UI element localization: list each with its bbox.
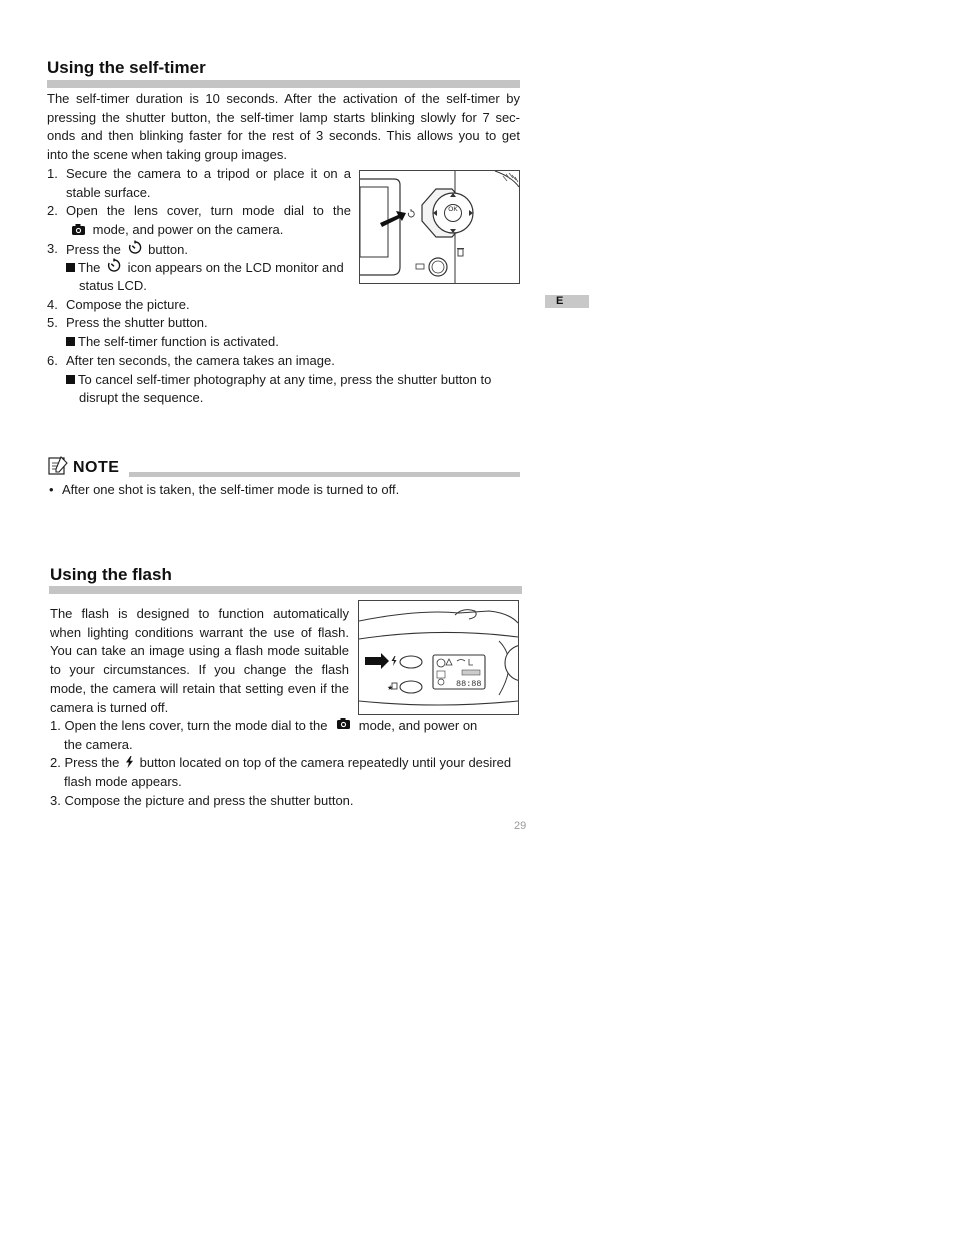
flash-step-1-b: mode, and power on <box>358 718 478 733</box>
self-timer-figure <box>359 170 520 284</box>
flash-icon <box>392 656 397 666</box>
flash-figure <box>358 600 519 715</box>
flash-heading-rule <box>49 586 522 594</box>
step-3-number: 3. <box>47 241 58 256</box>
flash-step-3: 3. Compose the picture and press the shutter button. <box>50 793 354 808</box>
intro-line: onds and then blinking faster for the rest of 3 seconds. This allows you to get <box>47 128 520 144</box>
language-tab: E <box>545 295 589 308</box>
step-1-text-b: stable surface. <box>66 185 151 200</box>
self-timer-heading-rule <box>47 80 520 88</box>
flash-intro <box>50 605 349 717</box>
step-3-bullet-c: status LCD. <box>79 278 147 293</box>
self-timer-intro <box>47 90 520 165</box>
note-icon <box>47 455 69 476</box>
note-label: NOTE <box>73 459 120 476</box>
intro-line: mode, the camera will retain that setting even if the <box>50 680 349 696</box>
page-number: 29 <box>514 820 527 832</box>
intro-line: into the scene when taking group images. <box>47 147 287 163</box>
step-6-bullet-b: disrupt the sequence. <box>79 390 204 405</box>
square-bullet-icon <box>66 337 75 346</box>
step-3-bullet-b: icon appears on the LCD monitor and <box>127 260 344 275</box>
note-text: After one shot is taken, the self-timer mode is turned to off. <box>62 482 400 497</box>
step-3-text-a: Press the <box>66 242 121 257</box>
camera-mode-icon <box>337 718 350 729</box>
flash-step-1-a: 1. Open the lens cover, turn the mode dial to the <box>50 718 328 733</box>
camera-back-illustration <box>360 171 519 283</box>
flash-step-1-line <box>50 717 477 736</box>
step-3-bullet-a: The <box>78 260 101 275</box>
intro-line: pressing the shutter button, the self-timer lamp starts blinking slowly for 7 sec- <box>47 109 520 125</box>
flash-step-2-line <box>50 754 511 773</box>
note-rule <box>129 472 520 477</box>
arrow-pointer-icon <box>365 653 389 669</box>
flash-step-2-a: 2. Press the <box>50 755 120 770</box>
intro-line: You can take an image using a flash mode suitable <box>50 643 349 659</box>
step-3-bullet-line <box>66 258 344 278</box>
intro-line: when lighting conditions warrant the use of flash. <box>50 624 349 640</box>
ok-button-icon: OK <box>448 206 458 213</box>
step-3-text-line <box>66 240 188 260</box>
step-6-bullet-a: To cancel self-timer photography at any time, press the shutter button to <box>78 372 492 387</box>
step-2-text-b: mode, and power on the camera. <box>92 222 284 237</box>
square-bullet-icon <box>66 375 75 384</box>
self-timer-icon <box>408 209 414 217</box>
step-3-text-b: button. <box>148 242 188 257</box>
intro-line: to your circumstances. If you change the flash <box>50 662 349 678</box>
step-5-number: 5. <box>47 315 58 330</box>
step-4-text: Compose the picture. <box>66 297 190 312</box>
intro-line: The self-timer duration is 10 seconds. After the activation of the self-timer by <box>47 91 520 106</box>
self-timer-icon <box>107 258 121 273</box>
step-2-number: 2. <box>47 203 58 218</box>
flash-step-1-c: the camera. <box>64 737 133 752</box>
flash-heading: Using the flash <box>50 565 172 584</box>
square-bullet-icon <box>66 263 75 272</box>
step-2-text-b-line <box>72 221 283 240</box>
camera-top-illustration <box>359 601 518 714</box>
intro-line: The flash is designed to function automatically <box>50 606 349 621</box>
step-4-number: 4. <box>47 297 58 312</box>
star-mode-icon: ★ <box>387 685 394 692</box>
flash-step-2-b: button located on top of the camera repeatedly until your desired <box>139 755 512 770</box>
flash-icon <box>125 756 134 768</box>
step-5-text: Press the shutter button. <box>66 315 208 330</box>
lcd-digits: 88:88 <box>456 679 482 689</box>
step-6-text: After ten seconds, the camera takes an image. <box>66 353 335 368</box>
step-1-text-a: Secure the camera to a tripod or place it on a <box>66 166 351 181</box>
self-timer-icon <box>128 240 142 255</box>
step-6-bullet-line <box>66 371 491 390</box>
step-2-text-a: Open the lens cover, turn mode dial to the <box>66 203 351 218</box>
self-timer-heading: Using the self-timer <box>47 58 206 77</box>
step-5-bullet-line <box>66 333 279 352</box>
intro-line: camera is turned off. <box>50 699 169 715</box>
step-1-number: 1. <box>47 166 58 181</box>
note-bullet: • <box>49 482 54 497</box>
trash-icon <box>457 249 464 257</box>
camera-mode-icon <box>72 224 85 235</box>
step-6-number: 6. <box>47 353 58 368</box>
step-5-bullet: The self-timer function is activated. <box>78 334 279 349</box>
flash-step-2-c: flash mode appears. <box>64 774 182 789</box>
